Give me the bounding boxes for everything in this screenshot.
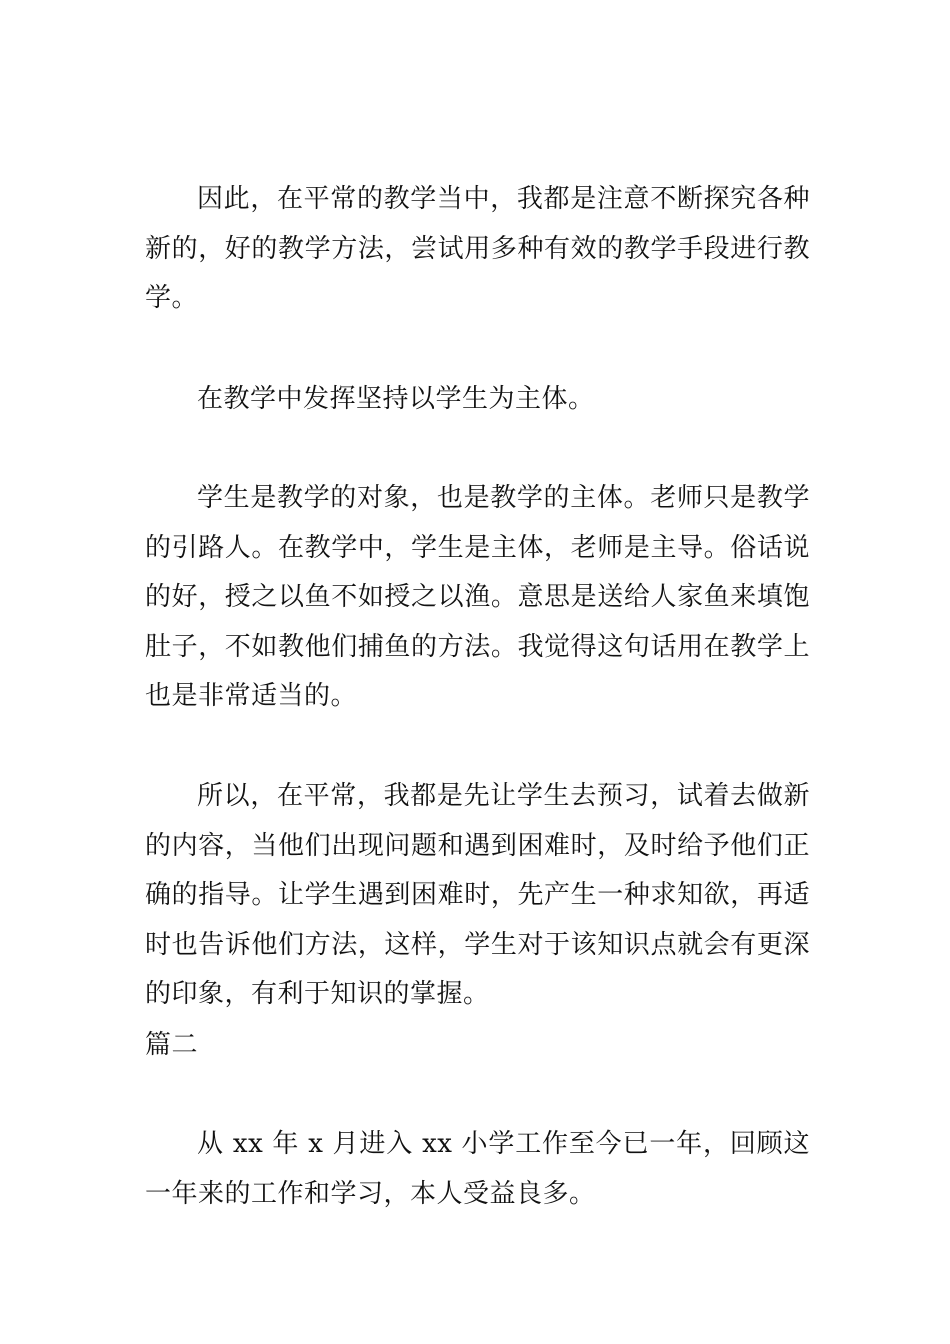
paragraph-preview-practice: 所以，在平常，我都是先让学生去预习，试着去做新的内容，当他们出现问题和遇到困难时，及时给予他们正确的指导。让学生遇到困难时，先产生一种求知欲，再适时也告诉他们方法，这样，学生对于该知识点就会有更深的印象，有利于知识的掌握。 (145, 781, 810, 1010)
paragraph-students-subject: 学生是教学的对象，也是教学的主体。老师只是教学的引路人。在教学中，学生是主体，老师是主导。俗话说的好，授之以鱼不如授之以渔。意思是送给人家鱼来填饱肚子，不如教他们捕鱼的方法。我觉得这句话用在教学上也是非常适当的。 (145, 483, 810, 712)
section-heading: 篇二 (145, 1030, 199, 1060)
paragraph-one-year-review: 从 xx 年 x 月进入 xx 小学工作至今已一年，回顾这一年来的工作和学习，本人受益良多。 (145, 1129, 810, 1209)
paragraph-student-centered: 在教学中发挥坚持以学生为主体。 (197, 384, 595, 414)
paragraph-teaching-methods: 因此，在平常的教学当中，我都是注意不断探究各种新的，好的教学方法，尝试用多种有效的教学手段进行教学。 (145, 184, 810, 314)
